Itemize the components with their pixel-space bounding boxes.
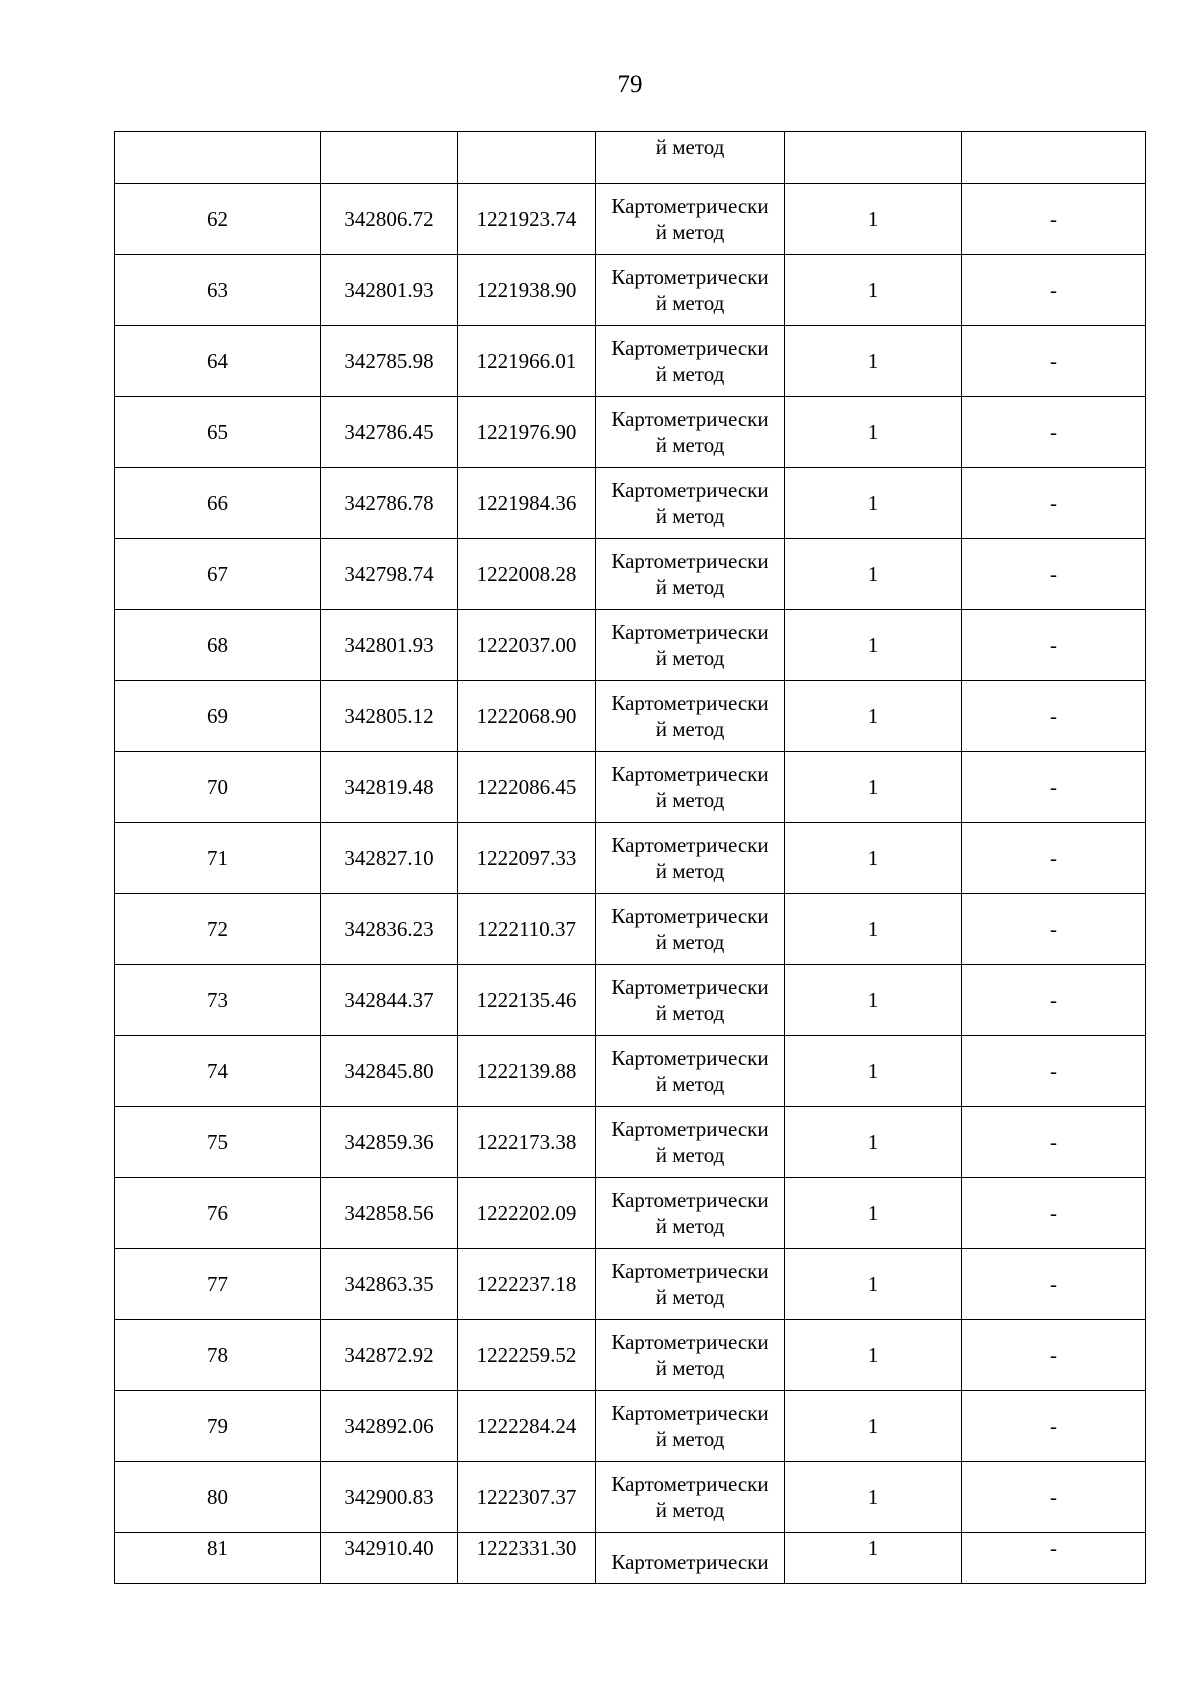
cell-method xyxy=(596,894,785,965)
cell-note: - xyxy=(962,1462,1146,1533)
table-row xyxy=(115,681,1146,752)
method-line: Картометрически xyxy=(611,620,769,644)
cell-note: - xyxy=(962,1036,1146,1107)
cell-point-number: 64 xyxy=(115,326,321,397)
cell-accuracy: 1 xyxy=(785,1462,962,1533)
method-line: Картометрически xyxy=(611,1259,769,1283)
cell-accuracy xyxy=(785,132,962,184)
cell-note xyxy=(962,132,1146,184)
cell-method xyxy=(596,539,785,610)
cell-method xyxy=(596,184,785,255)
cell-accuracy: 1 xyxy=(785,752,962,823)
cell-method xyxy=(596,610,785,681)
method-line: Картометрически xyxy=(611,1472,769,1496)
cell-point-number: 70 xyxy=(115,752,321,823)
cell-y: 1222086.45 xyxy=(458,752,596,823)
cell-method xyxy=(596,681,785,752)
cell-accuracy: 1 xyxy=(785,539,962,610)
cell-accuracy: 1 xyxy=(785,397,962,468)
cell-method xyxy=(596,823,785,894)
cell-method xyxy=(596,397,785,468)
cell-x: 342827.10 xyxy=(321,823,458,894)
cell-method xyxy=(596,468,785,539)
cell-accuracy: 1 xyxy=(785,1249,962,1320)
cell-y: 1222307.37 xyxy=(458,1462,596,1533)
cell-method xyxy=(596,326,785,397)
cell-x: 342786.78 xyxy=(321,468,458,539)
cell-y: 1222173.38 xyxy=(458,1107,596,1178)
cell-point-number: 77 xyxy=(115,1249,321,1320)
cell-note: - xyxy=(962,1533,1146,1584)
cell-note: - xyxy=(962,255,1146,326)
cell-note: - xyxy=(962,1178,1146,1249)
cell-x xyxy=(321,132,458,184)
cell-y: 1221976.90 xyxy=(458,397,596,468)
cell-accuracy: 1 xyxy=(785,823,962,894)
method-line: Картометрически xyxy=(611,1550,769,1574)
table-row xyxy=(115,752,1146,823)
method-line: й метод xyxy=(655,646,725,670)
cell-note: - xyxy=(962,752,1146,823)
method-line: Картометрически xyxy=(611,833,769,857)
cell-x: 342900.83 xyxy=(321,1462,458,1533)
cell-x: 342801.93 xyxy=(321,610,458,681)
table-row xyxy=(115,184,1146,255)
table-row xyxy=(115,1107,1146,1178)
cell-y: 1222331.30 xyxy=(458,1533,596,1584)
cell-accuracy: 1 xyxy=(785,184,962,255)
cell-method xyxy=(596,1533,785,1584)
cell-point-number: 73 xyxy=(115,965,321,1036)
cell-method xyxy=(596,1249,785,1320)
cell-point-number: 67 xyxy=(115,539,321,610)
cell-x: 342910.40 xyxy=(321,1533,458,1584)
cell-x: 342836.23 xyxy=(321,894,458,965)
cell-accuracy: 1 xyxy=(785,1533,962,1584)
cell-note: - xyxy=(962,681,1146,752)
cell-note: - xyxy=(962,326,1146,397)
cell-point-number: 78 xyxy=(115,1320,321,1391)
cell-method xyxy=(596,1178,785,1249)
cell-accuracy: 1 xyxy=(785,1391,962,1462)
method-line: й метод xyxy=(655,1356,725,1380)
cell-y xyxy=(458,132,596,184)
method-line: й метод xyxy=(655,1285,725,1309)
table-row xyxy=(115,965,1146,1036)
method-line: Картометрически xyxy=(611,1330,769,1354)
cell-point-number: 66 xyxy=(115,468,321,539)
cell-accuracy: 1 xyxy=(785,1178,962,1249)
coordinates-table xyxy=(114,131,1146,1584)
cell-point-number: 63 xyxy=(115,255,321,326)
cell-method xyxy=(596,1107,785,1178)
table-row xyxy=(115,539,1146,610)
cell-point-number: 71 xyxy=(115,823,321,894)
cell-point-number: 79 xyxy=(115,1391,321,1462)
method-line: й метод xyxy=(655,1001,725,1025)
cell-y: 1221984.36 xyxy=(458,468,596,539)
cell-note: - xyxy=(962,539,1146,610)
cell-x: 342785.98 xyxy=(321,326,458,397)
cell-y: 1221923.74 xyxy=(458,184,596,255)
table-row-continued xyxy=(115,132,1146,184)
cell-note: - xyxy=(962,894,1146,965)
cell-x: 342819.48 xyxy=(321,752,458,823)
method-line: Картометрически xyxy=(611,1046,769,1070)
table-row xyxy=(115,1320,1146,1391)
cell-x: 342844.37 xyxy=(321,965,458,1036)
cell-point-number: 69 xyxy=(115,681,321,752)
method-line: й метод xyxy=(655,788,725,812)
cell-accuracy: 1 xyxy=(785,1036,962,1107)
cell-point-number xyxy=(115,132,321,184)
method-line: й метод xyxy=(655,1143,725,1167)
cell-note: - xyxy=(962,1107,1146,1178)
cell-x: 342798.74 xyxy=(321,539,458,610)
cell-x: 342863.35 xyxy=(321,1249,458,1320)
cell-point-number: 68 xyxy=(115,610,321,681)
cell-note: - xyxy=(962,397,1146,468)
method-line: Картометрически xyxy=(611,549,769,573)
method-line: Картометрически xyxy=(611,1117,769,1141)
cell-x: 342859.36 xyxy=(321,1107,458,1178)
cell-x: 342806.72 xyxy=(321,184,458,255)
cell-point-number: 62 xyxy=(115,184,321,255)
method-line: й метод xyxy=(655,859,725,883)
table-row xyxy=(115,894,1146,965)
table-row xyxy=(115,468,1146,539)
cell-note: - xyxy=(962,823,1146,894)
method-line: й метод xyxy=(655,220,725,244)
cell-method: й метод xyxy=(596,132,785,184)
cell-note: - xyxy=(962,1249,1146,1320)
cell-accuracy: 1 xyxy=(785,1107,962,1178)
cell-method xyxy=(596,752,785,823)
method-line: Картометрически xyxy=(611,691,769,715)
cell-y: 1222037.00 xyxy=(458,610,596,681)
method-line: й метод xyxy=(655,1214,725,1238)
table-row xyxy=(115,1249,1146,1320)
table-body xyxy=(115,132,1146,1584)
cell-x: 342858.56 xyxy=(321,1178,458,1249)
method-line: Картометрически xyxy=(611,407,769,431)
method-line: й метод xyxy=(655,433,725,457)
cell-y: 1222097.33 xyxy=(458,823,596,894)
cell-method xyxy=(596,1462,785,1533)
method-line: Картометрически xyxy=(611,1401,769,1425)
method-line: й метод xyxy=(655,362,725,386)
method-line: Картометрически xyxy=(611,762,769,786)
cell-y: 1221938.90 xyxy=(458,255,596,326)
cell-y: 1222135.46 xyxy=(458,965,596,1036)
cell-method xyxy=(596,255,785,326)
cell-point-number: 80 xyxy=(115,1462,321,1533)
cell-method xyxy=(596,1036,785,1107)
table-row xyxy=(115,1533,1146,1584)
page-number: 79 xyxy=(617,71,643,98)
cell-accuracy: 1 xyxy=(785,255,962,326)
table-row xyxy=(115,326,1146,397)
cell-y: 1222068.90 xyxy=(458,681,596,752)
cell-y: 1222237.18 xyxy=(458,1249,596,1320)
cell-note: - xyxy=(962,610,1146,681)
cell-note: - xyxy=(962,184,1146,255)
method-line: й метод xyxy=(655,504,725,528)
cell-point-number: 74 xyxy=(115,1036,321,1107)
cell-note: - xyxy=(962,468,1146,539)
cell-method xyxy=(596,965,785,1036)
cell-method xyxy=(596,1391,785,1462)
cell-y: 1222110.37 xyxy=(458,894,596,965)
cell-y: 1222259.52 xyxy=(458,1320,596,1391)
cell-point-number: 72 xyxy=(115,894,321,965)
method-line: й метод xyxy=(655,1427,725,1451)
cell-accuracy: 1 xyxy=(785,326,962,397)
method-line: Картометрически xyxy=(611,904,769,928)
cell-y: 1222139.88 xyxy=(458,1036,596,1107)
cell-x: 342805.12 xyxy=(321,681,458,752)
table-row xyxy=(115,1036,1146,1107)
cell-accuracy: 1 xyxy=(785,1320,962,1391)
table-row xyxy=(115,397,1146,468)
method-line: й метод xyxy=(655,717,725,741)
cell-x: 342845.80 xyxy=(321,1036,458,1107)
method-line: й метод xyxy=(655,1072,725,1096)
cell-y: 1222284.24 xyxy=(458,1391,596,1462)
table-row xyxy=(115,1462,1146,1533)
table-row xyxy=(115,255,1146,326)
method-line: Картометрически xyxy=(611,478,769,502)
cell-point-number: 76 xyxy=(115,1178,321,1249)
method-line: Картометрически xyxy=(611,975,769,999)
cell-point-number: 81 xyxy=(115,1533,321,1584)
cell-point-number: 65 xyxy=(115,397,321,468)
cell-note: - xyxy=(962,1391,1146,1462)
method-line: й метод xyxy=(655,575,725,599)
cell-note: - xyxy=(962,1320,1146,1391)
table-row xyxy=(115,1178,1146,1249)
table-row xyxy=(115,823,1146,894)
cell-y: 1222202.09 xyxy=(458,1178,596,1249)
method-line: Картометрически xyxy=(611,265,769,289)
table-row xyxy=(115,610,1146,681)
cell-x: 342872.92 xyxy=(321,1320,458,1391)
cell-x: 342786.45 xyxy=(321,397,458,468)
cell-x: 342892.06 xyxy=(321,1391,458,1462)
cell-accuracy: 1 xyxy=(785,681,962,752)
method-line: й метод xyxy=(655,1498,725,1522)
cell-accuracy: 1 xyxy=(785,965,962,1036)
cell-accuracy: 1 xyxy=(785,610,962,681)
method-line: й метод xyxy=(655,930,725,954)
method-line: Картометрически xyxy=(611,1188,769,1212)
cell-y: 1221966.01 xyxy=(458,326,596,397)
cell-y: 1222008.28 xyxy=(458,539,596,610)
cell-accuracy: 1 xyxy=(785,894,962,965)
method-line: й метод xyxy=(655,291,725,315)
cell-point-number: 75 xyxy=(115,1107,321,1178)
method-line: Картометрически xyxy=(611,194,769,218)
cell-accuracy: 1 xyxy=(785,468,962,539)
table-row xyxy=(115,1391,1146,1462)
cell-note: - xyxy=(962,965,1146,1036)
method-line: Картометрически xyxy=(611,336,769,360)
cell-x: 342801.93 xyxy=(321,255,458,326)
cell-method xyxy=(596,1320,785,1391)
